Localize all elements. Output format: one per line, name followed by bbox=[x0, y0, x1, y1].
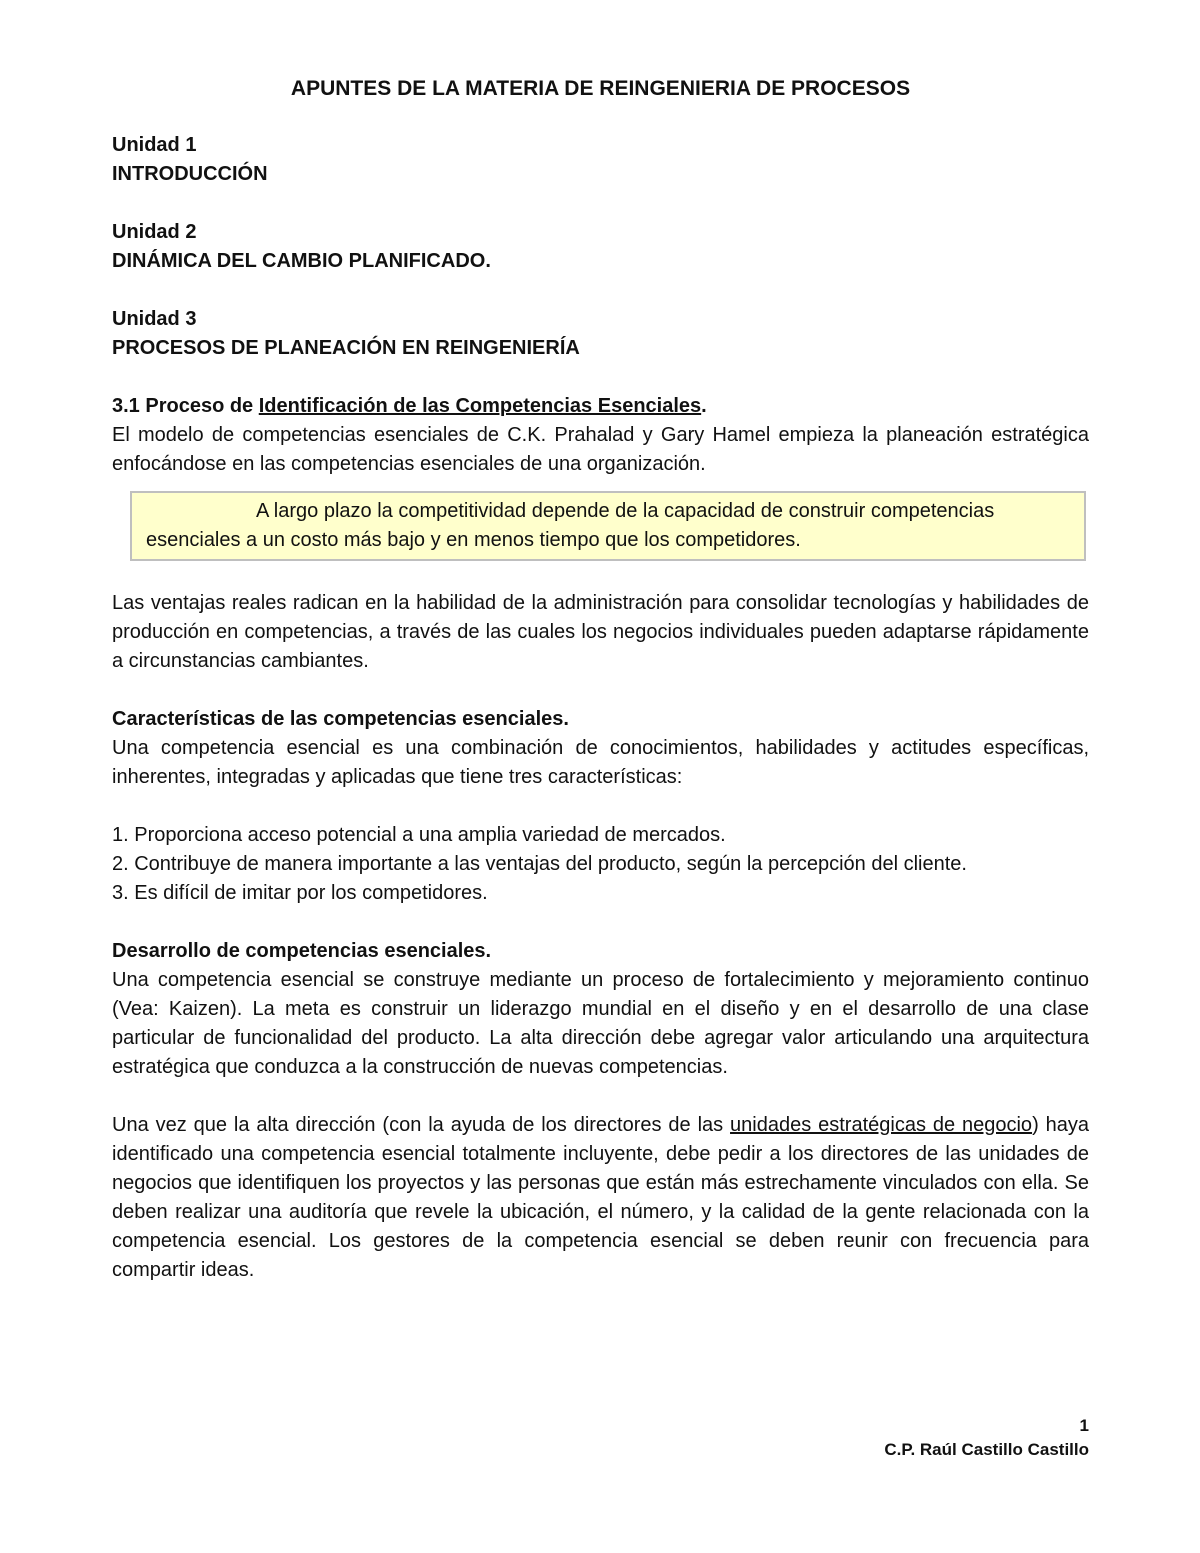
unit-label: Unidad 3 bbox=[112, 308, 197, 330]
unit-title: DINÁMICA DEL CAMBIO PLANIFICADO. bbox=[112, 250, 491, 272]
unit-label: Unidad 2 bbox=[112, 221, 197, 243]
section-heading-prefix: 3.1 Proceso de bbox=[112, 395, 259, 417]
section-3-1-heading bbox=[112, 392, 1089, 421]
development-heading: Desarrollo de competencias esenciales. bbox=[112, 940, 492, 962]
quote-line-2: esenciales a un costo más bajo y en menos tiempo que los competidores. bbox=[146, 529, 801, 551]
document-body bbox=[112, 74, 1089, 1285]
author-name: C.P. Raúl Castillo Castillo bbox=[884, 1440, 1089, 1459]
quote-line-1: A largo plazo la competitividad depende de la capacidad de construir competencias bbox=[256, 500, 995, 522]
section-3-1-intro: El modelo de competencias esenciales de C.K. Prahalad y Gary Hamel empieza la planeación estratégica enfocándose en las competencias esenciales de una organización. bbox=[112, 424, 1089, 475]
page-footer bbox=[884, 1414, 1089, 1462]
highlight-quote-box bbox=[130, 491, 1086, 561]
page-number: 1 bbox=[1079, 1416, 1089, 1435]
unit-2 bbox=[112, 218, 1089, 276]
competencies-link[interactable]: Identificación de las Competencias Esenciales bbox=[258, 395, 702, 417]
development-paragraph-2 bbox=[112, 1111, 1089, 1285]
para2-prefix: Una vez que la alta dirección (con la ayuda de los directores de las bbox=[112, 1114, 731, 1136]
unit-title: INTRODUCCIÓN bbox=[112, 163, 268, 185]
characteristics-list bbox=[112, 821, 1089, 908]
list-item: 1. Proporciona acceso potencial a una amplia variedad de mercados. bbox=[112, 824, 726, 846]
list-item: 2. Contribuye de manera importante a las ventajas del producto, según la percepción del cliente. bbox=[112, 853, 967, 875]
page-title: APUNTES DE LA MATERIA DE REINGENIERIA DE PROCESOS bbox=[290, 77, 911, 100]
list-item: 3. Es difícil de imitar por los competidores. bbox=[112, 882, 488, 904]
para2-suffix: ) haya identificado una competencia esencial totalmente incluyente, debe pedir a los directores de las unidades de negocios que identifiquen los proyectos y las personas que están más estrechamente vinculados con ella. Se deben realizar una auditoría que revele la ubicación, el número, y la calidad de la gente relacionada con la competencia esencial. Los gestores de la competencia esencial se deben reunir con frecuencia para compartir ideas. bbox=[112, 1114, 1089, 1281]
characteristics-heading: Características de las competencias esenciales. bbox=[112, 708, 569, 730]
unit-title: PROCESOS DE PLANEACIÓN EN REINGENIERÍA bbox=[112, 337, 580, 359]
unit-1 bbox=[112, 131, 1089, 189]
unit-label: Unidad 1 bbox=[112, 134, 197, 156]
business-units-link[interactable]: unidades estratégicas de negocio bbox=[730, 1114, 1033, 1136]
characteristics-intro: Una competencia esencial es una combinación de conocimientos, habilidades y actitudes específicas, inherentes, integradas y aplicadas que tiene tres características: bbox=[112, 737, 1089, 788]
advantages-paragraph: Las ventajas reales radican en la habilidad de la administración para consolidar tecnologías y habilidades de producción en competencias, a través de las cuales los negocios individuales pueden adaptarse rápidamente a circunstancias cambiantes. bbox=[112, 592, 1089, 672]
section-heading-suffix: . bbox=[701, 395, 707, 417]
unit-3 bbox=[112, 305, 1089, 363]
development-paragraph-1: Una competencia esencial se construye mediante un proceso de fortalecimiento y mejoramiento continuo (Vea: Kaizen). La meta es construir un liderazgo mundial en el diseño y en el desarrollo de una clase particular de funcionalidad del producto. La alta dirección debe agregar valor articulando una arquitectura estratégica que conduzca a la construcción de nuevas competencias. bbox=[112, 969, 1089, 1078]
